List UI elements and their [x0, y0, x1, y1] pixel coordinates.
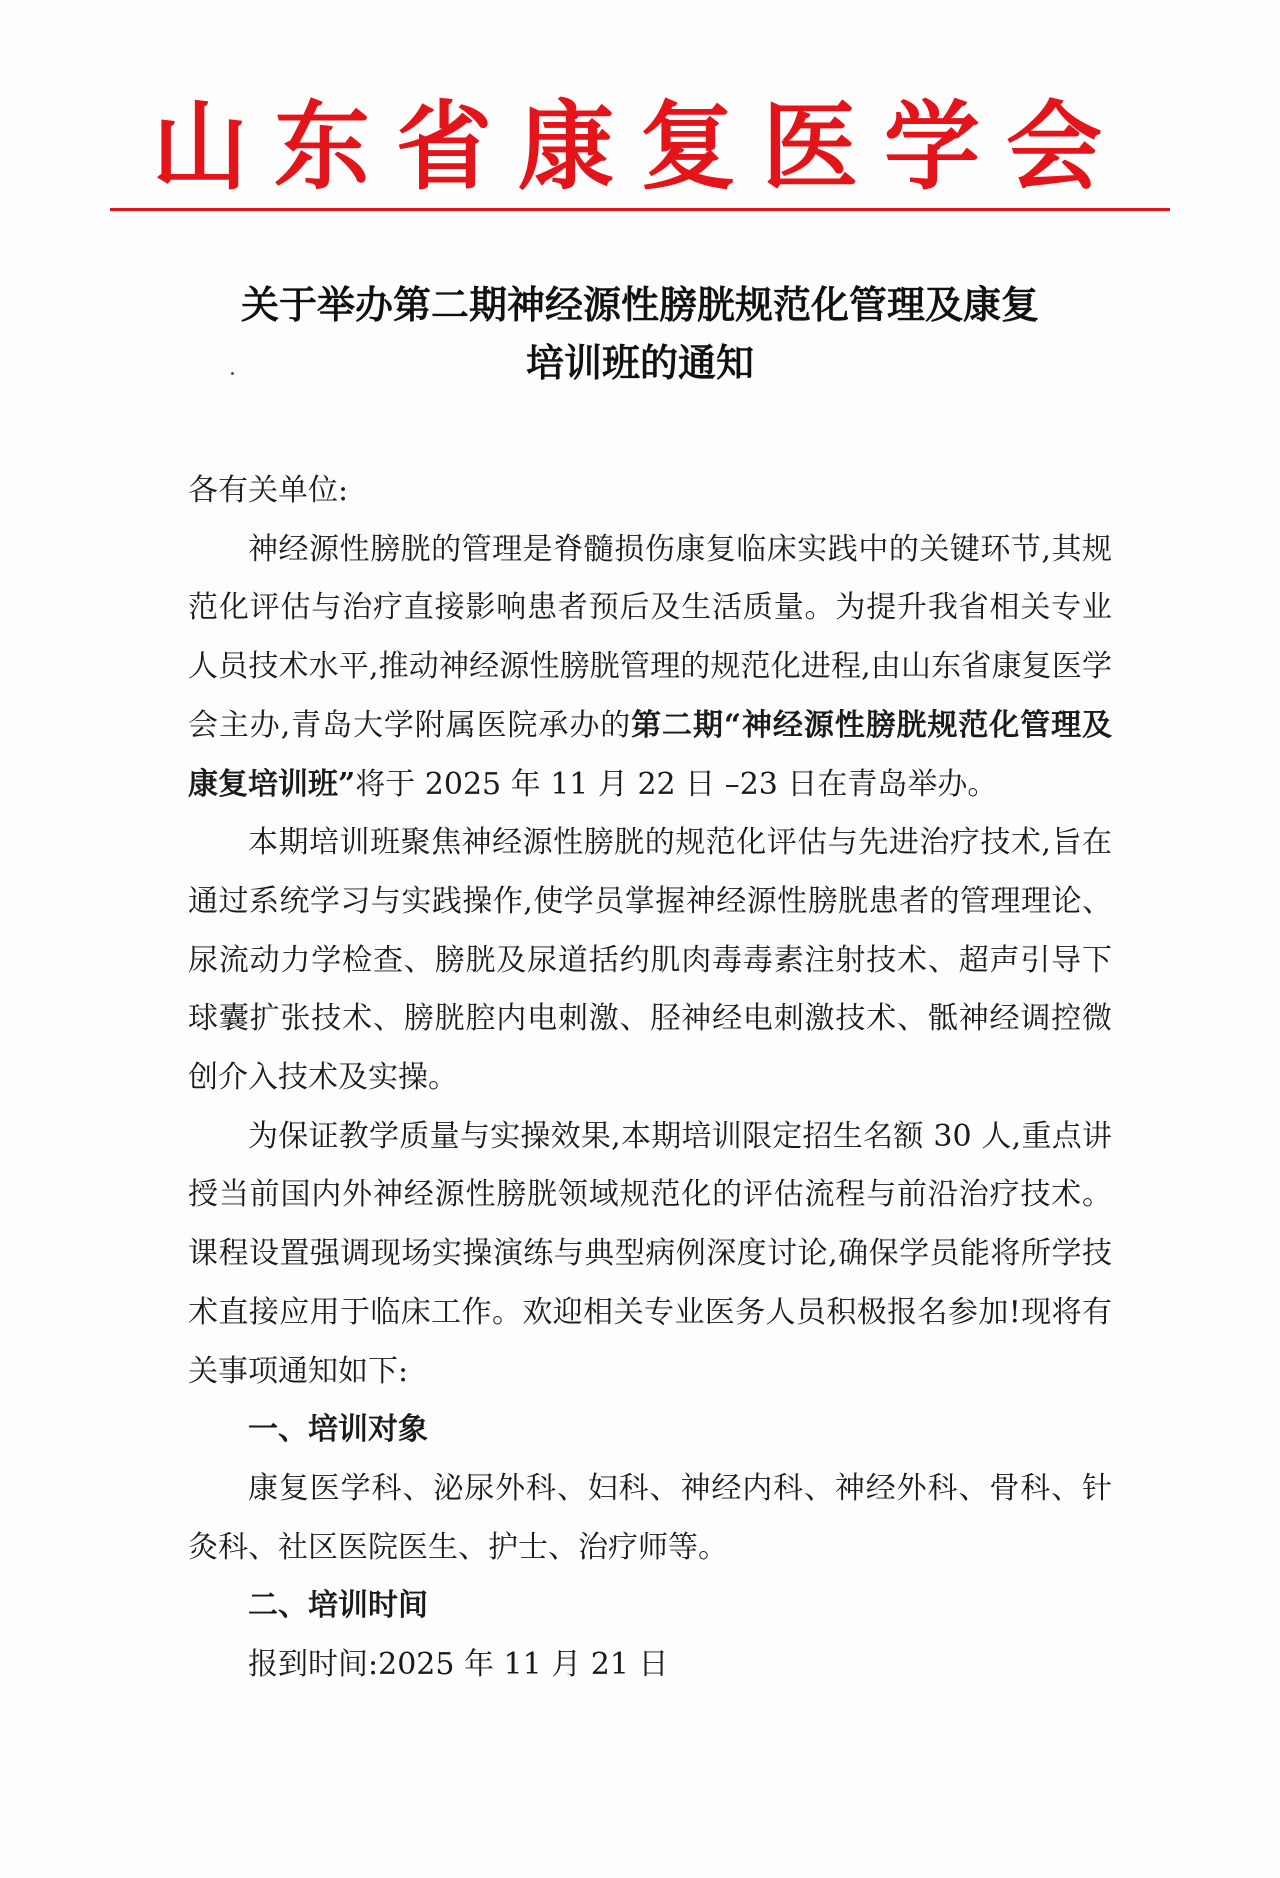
- letterhead-red-rule: [110, 208, 1170, 211]
- salutation: 各有关单位:: [188, 473, 349, 508]
- section-body-time: 报到时间:2025 年 11 月 21 日: [248, 1647, 669, 1683]
- scan-speck: [231, 372, 234, 375]
- section-heading-time: 二、培训时间: [248, 1588, 428, 1624]
- training-course-name: 第二期“神经源性膀胱规范化管理及康复培训班”: [188, 707, 1112, 802]
- paragraph-intro: [188, 521, 1112, 815]
- paragraph-focus: 本期培训班聚焦神经源性膀胱的规范化评估与先进治疗技术,旨在通过系统学习与实践操作,使学员掌握神经源性膀胱患者的管理理论、尿流动力学检查、膀胱及尿道括约肌肉毒毒素注射技术、超声引导下球囊扩张技术、膀胱腔内电刺激、胫神经电刺激技术、骶神经调控微创介入技术及实操。: [188, 825, 1112, 1096]
- paragraph-quota: 为保证教学质量与实操效果,本期培训限定招生名额 30 人,重点讲授当前国内外神经源性膀胱领域规范化的评估流程与前沿治疗技术。课程设置强调现场实操演练与典型病例深度讨论,确保学员能将所学技术直接应用于临床工作。欢迎相关专业医务人员积极报名参加!现将有关事项通知如下:: [188, 1118, 1112, 1389]
- paragraph-intro-text-a: 神经源性膀胱的管理是脊髓损伤康复临床实践中的关键环节,其规范化评估与治疗直接影响患者预后及生活质量。为提升我省相关专业人员技术水平,推动神经源性膀胱管理的规范化进程,由山东省康复医学会主办,青岛大学附属医院承办的: [188, 531, 1112, 743]
- section-heading-trainees: 一、培训对象: [248, 1412, 428, 1448]
- notice-title: [140, 276, 1140, 392]
- paragraph-intro-text-b: 将于 2025 年 11 月 22 日 –23 日在青岛举办。: [355, 766, 998, 802]
- letterhead-org-name: 山东省康复医学会: [152, 90, 1128, 203]
- notice-title-line-2: 培训班的通知: [525, 341, 754, 385]
- notice-body: [188, 462, 1112, 1695]
- notice-title-line-1: 关于举办第二期神经源性膀胱规范化管理及康复: [240, 283, 1039, 327]
- section-body-trainees: 康复医学科、泌尿外科、妇科、神经内科、神经外科、骨科、针灸科、社区医院医生、护士、治疗师等。: [188, 1470, 1112, 1565]
